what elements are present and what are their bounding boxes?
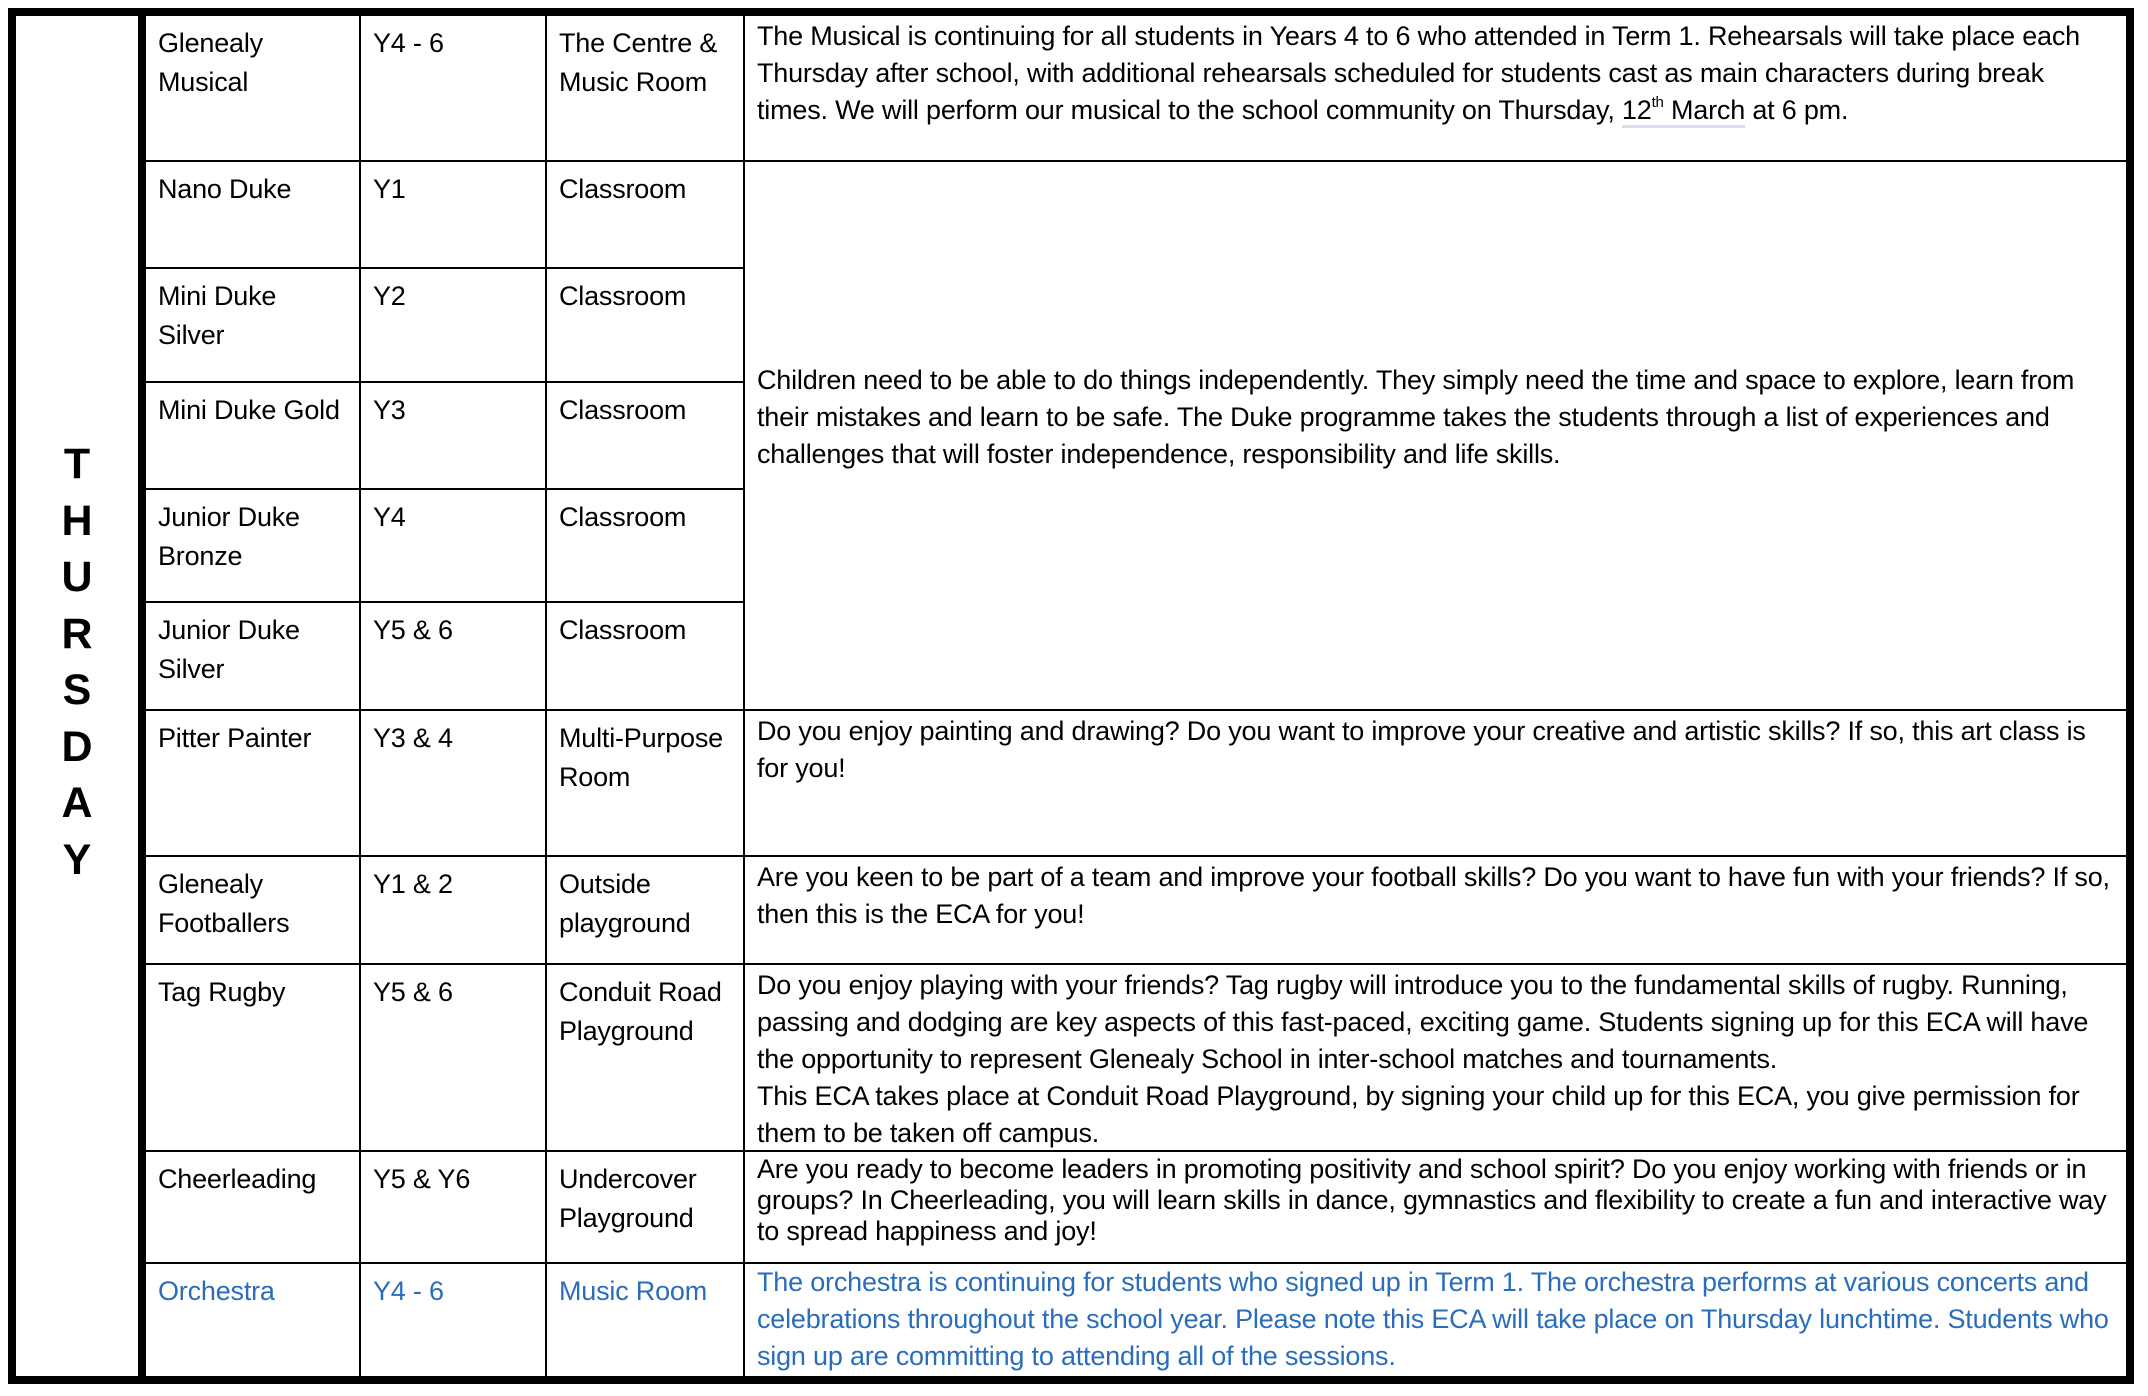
description-cell: Are you ready to become leaders in promoting positivity and school spirit? Do you enjoy working with friends or in groups? In Cheerleading, you will learn skills in dance, gymnastics and flexibility to create a fun and interactive way to spread happiness and joy! <box>757 1154 2107 1246</box>
date-day: 12 <box>1621 95 1652 125</box>
activities-grid <box>146 16 2126 1376</box>
day-letter: Y <box>62 835 92 884</box>
location-cell: Conduit Road Playground <box>559 977 722 1046</box>
year-group-cell: Y4 - 6 <box>373 28 444 58</box>
location-cell: Classroom <box>559 502 687 532</box>
date-month: March <box>1663 95 1746 125</box>
location-cell: The Centre & Music Room <box>559 28 718 97</box>
year-group-cell: Y3 <box>373 395 406 425</box>
year-group-cell: Y4 <box>373 502 406 532</box>
day-letter: D <box>61 722 93 771</box>
description-text: Children need to be able to do things independently. They simply need the time and space to explore, learn from their mistakes and learn to be safe. The Duke programme takes the students through a list of experiences and challenges that will foster independence, responsibility and life skills. <box>757 365 2075 469</box>
day-label-column <box>16 16 146 1376</box>
day-letter: A <box>61 779 93 827</box>
activity-name-cell: Mini Duke Gold <box>158 395 340 425</box>
location-cell: Multi-Purpose Room <box>559 723 723 792</box>
location-cell: Outside playground <box>559 869 691 938</box>
date-chip[interactable] <box>1622 95 1745 128</box>
location-cell: Classroom <box>559 395 687 425</box>
year-group-cell: Y5 & 6 <box>373 977 453 1007</box>
day-letter: S <box>62 666 92 714</box>
year-group-cell: Y5 & Y6 <box>373 1164 471 1194</box>
location-cell: Undercover Playground <box>559 1164 697 1233</box>
activity-name-cell: Nano Duke <box>158 174 292 204</box>
duke-description-cell <box>745 162 2126 709</box>
description-cell <box>745 965 2126 1150</box>
year-group-cell: Y5 & 6 <box>373 615 453 645</box>
activity-name-cell: Tag Rugby <box>158 977 286 1007</box>
location-cell: Classroom <box>559 615 687 645</box>
description-cell: Do you enjoy painting and drawing? Do you want to improve your creative and artistic skills? If so, this art class is for you! <box>757 716 2086 783</box>
activity-name-cell: Junior Duke Silver <box>158 615 300 684</box>
year-group-cell: Y2 <box>373 281 406 311</box>
description-text: Do you enjoy playing with your friends? Tag rugby will introduce you to the fundamental skills of rugby. Running, passing and dodging are key aspects of this fast-paced, exciting game. Students signing up for this ECA will have the opportunity to represent Glenealy School in inter-school matches and tournaments. <box>757 970 2089 1074</box>
day-letter: T <box>63 440 91 488</box>
description-text: The Musical is continuing for all students in Years 4 to 6 who attended in Term 1. Rehearsals will take place each Thursday after school, with additional rehearsals scheduled for students cast as main characters during break times. We will perform our musical to the school community on Thursday, <box>757 21 2080 125</box>
location-cell: Music Room <box>559 1276 708 1306</box>
year-group-cell: Y3 & 4 <box>373 723 453 753</box>
day-letter: H <box>61 496 93 545</box>
year-group-cell: Y1 <box>373 174 406 204</box>
location-cell: Classroom <box>559 281 687 311</box>
day-letter: U <box>61 553 93 601</box>
thursday-eca-table <box>8 8 2134 1384</box>
year-group-cell: Y4 - 6 <box>373 1276 444 1306</box>
day-letter: R <box>61 609 93 658</box>
activity-name-cell: Glenealy Musical <box>158 28 263 97</box>
activity-name-cell: Glenealy Footballers <box>158 869 290 938</box>
date-ordinal: th <box>1651 94 1664 111</box>
description-cell: The orchestra is continuing for students who signed up in Term 1. The orchestra performs at various concerts and celebrations throughout the school year. Please note this ECA will take place on Thursday lunchtime. Students who sign up are committing to attending all of the sessions. <box>757 1267 2109 1371</box>
activity-name-cell: Pitter Painter <box>158 723 312 753</box>
location-cell: Classroom <box>559 174 687 204</box>
activity-name-cell: Cheerleading <box>158 1164 317 1194</box>
activity-name-cell: Orchestra <box>158 1276 275 1306</box>
day-label <box>16 436 138 888</box>
description-text: at 6 pm. <box>1745 95 1849 125</box>
activity-name-cell: Junior Duke Bronze <box>158 502 300 571</box>
description-cell <box>745 16 2126 160</box>
description-cell: Are you keen to be part of a team and improve your football skills? Do you want to have fun with your friends? If so, then this is the ECA for you! <box>757 862 2110 929</box>
year-group-cell: Y1 & 2 <box>373 869 453 899</box>
description-text: This ECA takes place at Conduit Road Playground, by signing your child up for this ECA, you give permission for them to be taken off campus. <box>757 1081 2080 1148</box>
activity-name-cell: Mini Duke Silver <box>158 281 277 350</box>
